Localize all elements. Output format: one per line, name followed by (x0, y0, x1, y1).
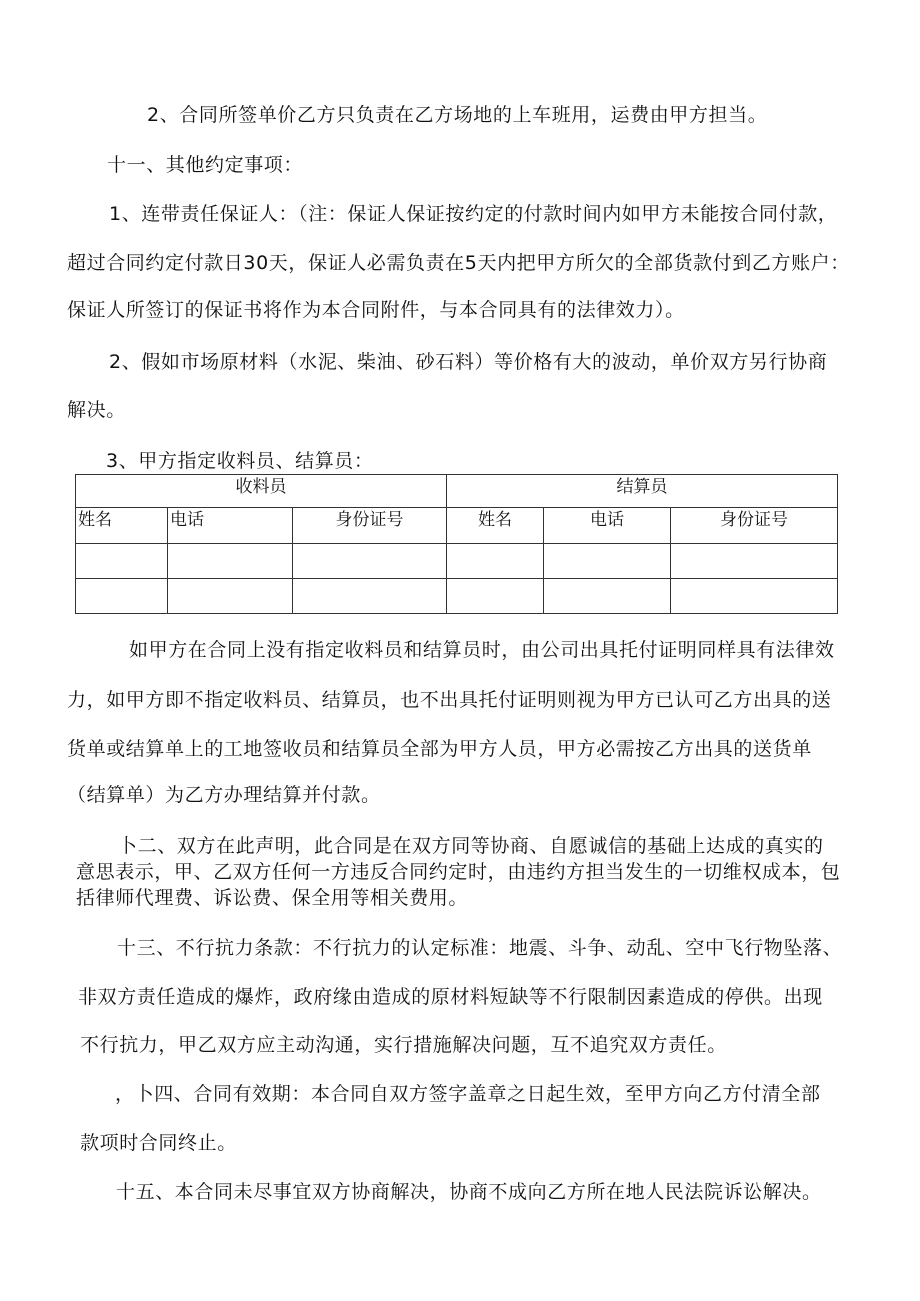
staff-table-cell[interactable] (447, 579, 544, 614)
staff-table-row (76, 579, 838, 614)
paragraph-declaration-line-1: 卜二、双方在此声明，此合同是在双方同等协商、自愿诚信的基础上达成的真实的 (118, 835, 824, 857)
staff-table-cell[interactable] (293, 579, 447, 614)
staff-table-header-cell: 电话 (544, 508, 671, 544)
paragraph-declaration-line-3: 括律师代理费、诉讼费、保全用等相关费用。 (76, 887, 469, 909)
paragraph-force-majeure-line-1: 十三、不行抗力条款：不行抗力的认定标准：地震、斗争、动乱、空中飞行物坠落、 (117, 937, 843, 959)
staff-table-group-settler: 结算员 (447, 475, 838, 508)
paragraph-authorization-line-4: （结算单）为乙方办理结算并付款。 (67, 784, 381, 806)
staff-table-cell[interactable] (293, 544, 447, 579)
paragraph-price-fluctuation-line-2: 解决。 (67, 399, 126, 421)
paragraph-guarantor-line-1: 1、连带责任保证人：（注：保证人保证按约定的付款时间内如甲方未能按合同付款， (109, 203, 838, 225)
staff-table-header-row (76, 508, 838, 544)
staff-table-cell[interactable] (544, 544, 671, 579)
paragraph-price-fluctuation-line-1: 2、假如市场原材料（水泥、柴油、砂石料）等价格有大的波动，单价双方另行协商 (109, 351, 828, 373)
paragraph-authorization-line-3: 货单或结算单上的工地签收员和结算员全部为甲方人员，甲方必需按乙方出具的送货单 (67, 738, 812, 760)
section-heading-other-terms: 十一、其他约定事项： (107, 154, 304, 176)
paragraph-declaration-line-2: 意思表示，甲、乙双方任何一方违反合同约定时，由违约方担当发生的一切维权成本，包 (76, 861, 841, 883)
staff-table-header-cell: 电话 (168, 508, 293, 544)
staff-table-cell[interactable] (76, 579, 168, 614)
staff-table-caption: 3、甲方指定收料员、结算员： (106, 450, 374, 472)
staff-table-cell[interactable] (544, 579, 671, 614)
staff-table-cell[interactable] (671, 579, 838, 614)
staff-table-cell[interactable] (76, 544, 168, 579)
staff-table-group-receiver: 收料员 (76, 475, 447, 508)
paragraph-force-majeure-line-3: 不行抗力，甲乙双方应主动沟通，实行措施解决问题，互不追究双方责任。 (80, 1034, 727, 1056)
staff-table-header-cell: 身份证号 (293, 508, 447, 544)
staff-table-cell[interactable] (447, 544, 544, 579)
staff-table-header-cell: 身份证号 (671, 508, 838, 544)
staff-table-cell[interactable] (168, 579, 293, 614)
staff-table-row (76, 544, 838, 579)
paragraph-transport-fee: 2、合同所签单价乙方只负责在乙方场地的上车班用，运费由甲方担当。 (147, 104, 768, 126)
paragraph-authorization-line-2: 力，如甲方即不指定收料员、结算员，也不出具托付证明则视为甲方已认可乙方出具的送 (67, 689, 832, 711)
paragraph-dispute-resolution: 十五、本合同未尽事宜双方协商解决，协商不成向乙方所在地人民法院诉讼解决。 (116, 1181, 822, 1203)
paragraph-force-majeure-line-2: 非双方责任造成的爆炸，政府缘由造成的原材料短缺等不行限制因素造成的停供。出现 (78, 986, 823, 1008)
staff-table-cell[interactable] (168, 544, 293, 579)
paragraph-guarantor-line-2: 超过合同约定付款日30天，保证人必需负责在5天内把甲方所欠的全部货款付到乙方账户： (67, 252, 850, 274)
staff-table (75, 474, 838, 614)
staff-table-group-row (76, 475, 838, 508)
staff-table-header-cell: 姓名 (447, 508, 544, 544)
paragraph-validity-line-1: ，卜四、合同有效期：本合同自双方签字盖章之日起生效，至甲方向乙方付清全部 (115, 1083, 821, 1105)
paragraph-validity-line-2: 款项时合同终止。 (80, 1132, 237, 1154)
paragraph-authorization-line-1: 如甲方在合同上没有指定收料员和结算员时，由公司出具托付证明同样具有法律效 (129, 639, 835, 661)
staff-table-header-cell: 姓名 (76, 508, 168, 544)
staff-table-cell[interactable] (671, 544, 838, 579)
paragraph-guarantor-line-3: 保证人所签订的保证书将作为本合同附件，与本合同具有的法律效力）。 (67, 299, 685, 321)
